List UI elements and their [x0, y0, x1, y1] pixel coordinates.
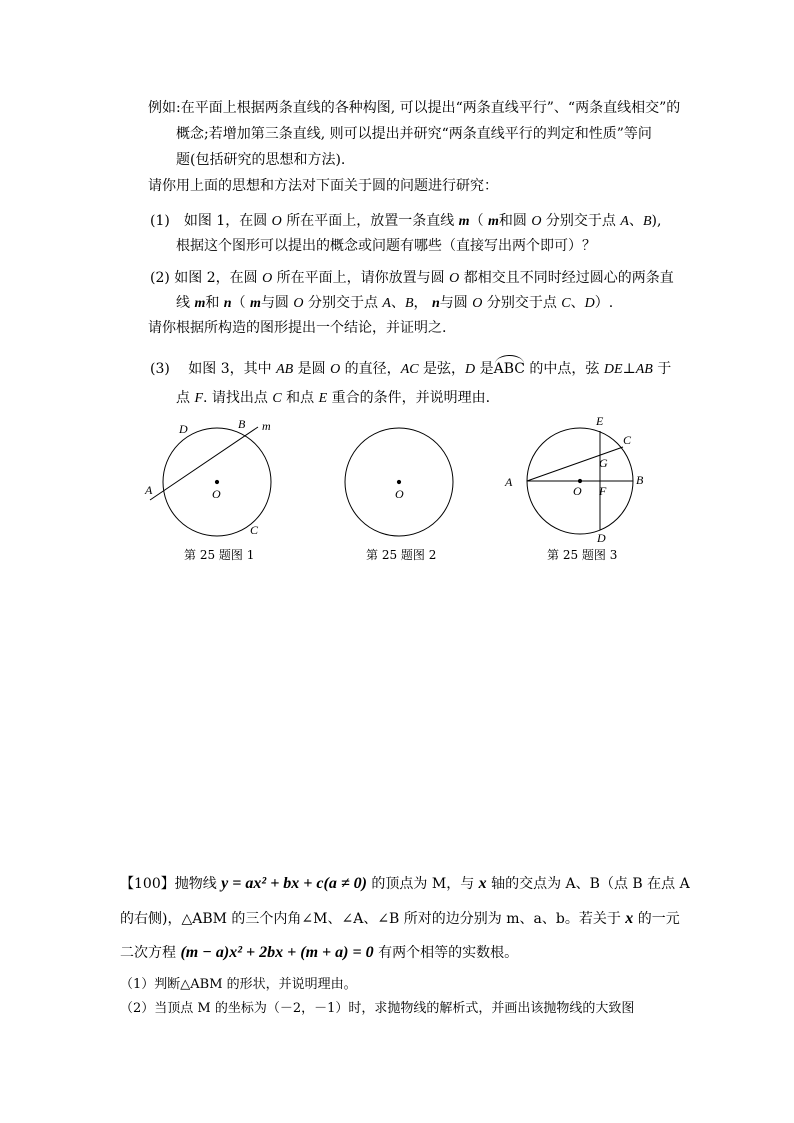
- text-segment: (3) 如图 3，其中: [150, 361, 277, 377]
- text-segment: 轴的交点为 A、B（点 B 在点 A: [486, 876, 690, 892]
- math-term: m: [488, 214, 499, 229]
- text-segment: 的直径，: [340, 361, 401, 377]
- label-o: O: [212, 487, 221, 501]
- math-term: O: [330, 362, 341, 377]
- center-point: [215, 480, 218, 483]
- math-term: AB: [635, 362, 653, 377]
- text-line: [120, 875, 690, 893]
- math-term: m: [250, 296, 261, 311]
- math-term: O: [449, 271, 460, 286]
- math-term: AC: [400, 362, 419, 377]
- math-term: n: [223, 296, 232, 311]
- math-term: C: [561, 296, 571, 311]
- text-segment: 的中点，弦: [524, 361, 604, 377]
- label-b: B: [238, 417, 246, 431]
- text-segment: （: [469, 213, 489, 229]
- figure-3-caption: 第 25 题图 3: [547, 548, 618, 562]
- label-g: G: [599, 456, 608, 470]
- text-segment: 、: [390, 295, 405, 311]
- text-segment: 、: [628, 213, 643, 229]
- text-segment: . 请找出点: [203, 390, 273, 406]
- text-segment: ),: [651, 213, 662, 229]
- text-segment: ，: [413, 295, 432, 311]
- math-term: AB: [276, 362, 294, 377]
- math-term: O: [271, 214, 282, 229]
- text-segment: 有两个相等的实数根。: [373, 945, 519, 961]
- text-segment: 线: [176, 295, 195, 311]
- text-segment: 所在平面上，放置一条直线: [281, 213, 459, 229]
- label-a: A: [145, 483, 153, 497]
- math-term: C: [272, 391, 282, 406]
- text-segment: 概念;若增加第三条直线, 则可以提出并研究“两条直线平行的判定和性质”等问: [176, 126, 652, 142]
- math-term: ABC: [493, 361, 525, 377]
- label-d: D: [597, 531, 606, 545]
- text-segment: 请你根据所构造的图形提出一个结论，并证明之.: [148, 320, 447, 336]
- math-term: x: [625, 910, 634, 927]
- text-segment: 请你用上面的思想和方法对下面关于圆的问题进行研究：: [148, 178, 498, 194]
- label-e: E: [596, 414, 604, 428]
- center-point: [397, 480, 400, 483]
- math-term: B: [404, 296, 414, 311]
- text-segment: 例如:在平面上根据两条直线的各种构图, 可以提出“两条直线平行”、“两条直线相交”的: [148, 100, 681, 116]
- math-term: O: [293, 296, 304, 311]
- text-segment: 根据这个图形可以提出的概念或问题有哪些（直接写出两个即可）？: [176, 238, 596, 254]
- math-term: A: [382, 296, 391, 311]
- text-segment: 分别交于点: [482, 295, 562, 311]
- text-segment: ⊥: [622, 361, 636, 377]
- text-line: [120, 944, 518, 962]
- text-segment: 的顶点为 M，与: [366, 876, 479, 892]
- text-segment: 二次方程: [120, 945, 181, 961]
- text-segment: （2）当顶点 M 的坐标为（－2，－1）时，求抛物线的解析式，并画出该抛物线的大致图: [120, 1001, 635, 1016]
- math-term: (m − a)x² + 2bx + (m + a) = 0: [180, 944, 374, 961]
- math-term: D: [584, 296, 595, 311]
- math-term: y = ax² + bx + c(a ≠ 0): [221, 875, 367, 892]
- label-f: F: [599, 484, 607, 498]
- text-segment: ）.: [594, 295, 614, 311]
- math-term: A: [620, 214, 629, 229]
- math-term: O: [262, 271, 273, 286]
- math-term: E: [318, 391, 328, 406]
- text-segment: 点: [176, 390, 195, 406]
- math-term: O: [531, 214, 542, 229]
- text-segment: 于: [652, 361, 672, 377]
- text-segment: 是圆: [293, 361, 331, 377]
- text-segment: (1) 如图 1，在圆: [150, 213, 272, 229]
- math-term: F: [194, 391, 204, 406]
- text-segment: 分别交于点: [303, 295, 383, 311]
- chord-ac: [527, 447, 623, 481]
- math-term: x: [478, 875, 487, 892]
- figure-2: [345, 428, 453, 536]
- label-a: A: [505, 475, 513, 489]
- text-line: [120, 976, 357, 994]
- label-d: D: [179, 422, 188, 436]
- center-point: [578, 479, 581, 482]
- figure-3-labels: [504, 414, 644, 545]
- text-segment: 分别交于点: [541, 213, 621, 229]
- text-segment: 与圆: [439, 295, 473, 311]
- label-o: O: [395, 487, 404, 501]
- figure-1-caption: 第 25 题图 1: [184, 548, 255, 562]
- figure-1: [150, 427, 271, 536]
- label-b: B: [636, 473, 644, 487]
- text-segment: 的右侧)，△ABM 的三个内角∠M、∠A、∠B 所对的边分别为 m、a、b。若关于: [120, 911, 626, 927]
- math-term: m: [194, 296, 206, 311]
- text-segment: 都相交且不同时经过圆心的两条直: [459, 270, 674, 286]
- math-term: B: [642, 214, 652, 229]
- math-term: O: [472, 296, 483, 311]
- text-segment: (2) 如图 2，在圆: [150, 270, 263, 286]
- text-segment: 重合的条件，并说明理由.: [327, 390, 491, 406]
- text-segment: 所在平面上，请你放置与圆: [272, 270, 450, 286]
- figure-3: [527, 428, 633, 534]
- text-segment: 是弦，: [418, 361, 466, 377]
- text-segment: 与圆: [260, 295, 294, 311]
- text-segment: 、: [570, 295, 585, 311]
- text-segment: （: [231, 295, 251, 311]
- text-segment: 的一元: [633, 911, 680, 927]
- math-term: DE: [603, 362, 623, 377]
- text-segment: 和: [205, 295, 224, 311]
- text-segment: 和圆: [498, 213, 532, 229]
- text-segment: 和点: [281, 390, 319, 406]
- math-term: n: [432, 296, 440, 311]
- label-m: m: [262, 419, 271, 433]
- label-o: O: [573, 484, 582, 498]
- label-c: C: [250, 523, 259, 537]
- text-segment: 是: [475, 361, 494, 377]
- figure-2-caption: 第 25 题图 2: [366, 548, 437, 562]
- text-segment: 【100】抛物线: [120, 876, 222, 892]
- math-term: D: [465, 362, 476, 377]
- text-line: [120, 910, 680, 928]
- label-c: C: [623, 433, 632, 447]
- text-segment: 题(包括研究的思想和方法).: [176, 152, 346, 168]
- text-line: [120, 1000, 634, 1018]
- text-segment: （1）判断△ABM 的形状，并说明理由。: [120, 977, 357, 992]
- math-term: m: [458, 214, 470, 229]
